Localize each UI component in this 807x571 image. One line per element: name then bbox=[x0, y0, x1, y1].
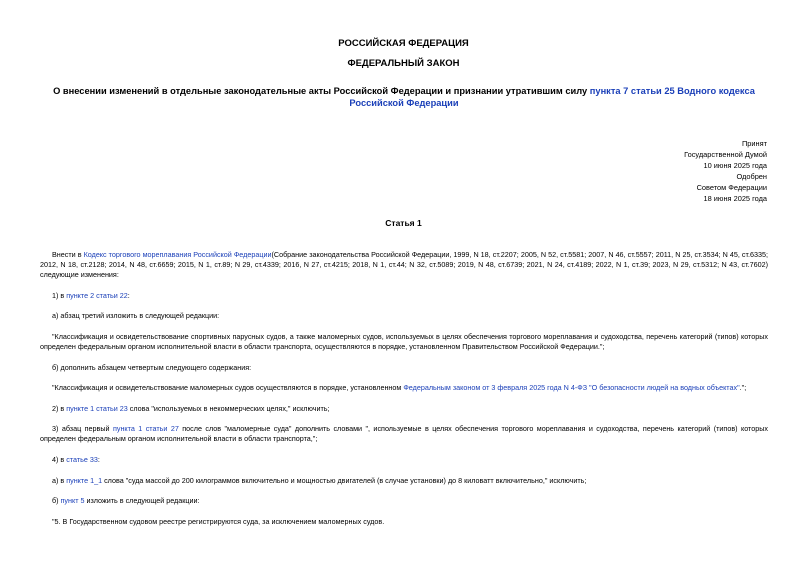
item-1b: б) дополнить абзацем четвертым следующего содержания: bbox=[52, 363, 252, 372]
intro-post: (Собрание законодательства Российской Федерации, 1999, N 18, ст.2207; 2005, N 52, ст.5581; 2007, N 46, ст.5557; 2011, N 25, ст.3534; N 45, ст.6335; 2012, N 18, ст.2128; 2014, N 48, ст.6659; 2015, N 1, ст.89; N 29, ст.4339; 2016, N 27, ст.4215; 2018, N 1, ст.44; N 32, ст.5089; 2019, N 48, ст.6739; 2021, N 24, ст.4189; 2022, N 1, ст.39; 2023, N 29, ст.5312; N 43, ст.7602) следующие изменения: bbox=[40, 250, 768, 279]
item-3 bbox=[40, 424, 768, 444]
law-type-heading: ФЕДЕРАЛЬНЫЙ ЗАКОН bbox=[347, 58, 460, 69]
item-1b-post: ."; bbox=[739, 383, 747, 392]
item-3-link[interactable]: пункта 1 статьи 27 bbox=[112, 424, 179, 433]
item-1b-link[interactable]: Федеральным законом от 3 февраля 2025 года N 4-ФЗ "О безопасности людей на водных объектах" bbox=[403, 383, 740, 392]
item-4b-link[interactable]: пункт 5 bbox=[60, 496, 85, 505]
item-4b-pre: б) bbox=[52, 496, 61, 505]
duma-date: 10 июня 2025 года bbox=[703, 161, 767, 170]
item-4a-pre: а) в bbox=[52, 476, 67, 485]
item-4b-post: изложить в следующей редакции: bbox=[84, 496, 200, 505]
item-2 bbox=[40, 404, 768, 414]
law-title-text: О внесении изменений в отдельные законодательные акты Российской Федерации и признании утратившим силу bbox=[53, 86, 590, 96]
item-1b-quote bbox=[40, 383, 768, 393]
item-2-post: слова "используемых в некоммерческих целях," исключить; bbox=[127, 404, 330, 413]
adoption-block bbox=[684, 138, 767, 204]
duma-label: Государственной Думой bbox=[684, 150, 767, 159]
item-4a-link[interactable]: пункте 1_1 bbox=[66, 476, 103, 485]
law-title bbox=[36, 85, 772, 109]
item-1-pre: 1) в bbox=[52, 291, 67, 300]
item-4-pre: 4) в bbox=[52, 455, 67, 464]
item-1a-quote: "Классификация и освидетельствование спортивных парусных судов, а также маломерных судов, используемых в целях обеспечения торгового мореплавания и судоходства, перечень категорий (типов) которых определен федеральным органом исполнительной власти в области транспорта, осуществляются в порядке, установленном Правительством Российской Федерации."; bbox=[40, 332, 768, 351]
item-2-pre: 2) в bbox=[52, 404, 67, 413]
intro-pre: Внести в bbox=[52, 250, 84, 259]
item-4b bbox=[40, 496, 768, 506]
item-3-post: после слов "маломерные суда" дополнить словами ", используемые в целях обеспечения торгового мореплавания и судоходства, перечень категорий (типов) которых определен федеральным органом исполнительной власти в области транспорта,"; bbox=[40, 424, 768, 443]
item-1-post: : bbox=[127, 291, 130, 300]
article-intro bbox=[40, 250, 768, 280]
item-4-link[interactable]: статье 33 bbox=[66, 455, 98, 464]
item-2-link[interactable]: пункте 1 статьи 23 bbox=[66, 404, 128, 413]
item-3-pre: 3) абзац первый bbox=[52, 424, 113, 433]
item-4a bbox=[40, 476, 768, 486]
item-1a: а) абзац третий изложить в следующей редакции: bbox=[52, 311, 220, 320]
council-label: Советом Федерации bbox=[696, 183, 767, 192]
article-heading: Статья 1 bbox=[385, 218, 422, 228]
country-heading: РОССИЙСКАЯ ФЕДЕРАЦИЯ bbox=[338, 38, 469, 49]
approved-label: Одобрен bbox=[736, 172, 767, 181]
item-1 bbox=[40, 291, 768, 301]
item-4a-post: слова "суда массой до 200 килограммов включительно и мощностью двигателей (в случае установки) до 8 киловатт включительно," исключить; bbox=[102, 476, 587, 485]
item-4-post: : bbox=[97, 455, 100, 464]
item-5-quote: "5. В Государственном судовом реестре регистрируются суда, за исключением маломерных судов. bbox=[52, 517, 385, 526]
item-1b-pre: "Классификация и освидетельствование маломерных судов осуществляются в порядке, установленном bbox=[52, 383, 404, 392]
item-4 bbox=[40, 455, 768, 465]
item-1-link[interactable]: пункте 2 статьи 22 bbox=[66, 291, 128, 300]
law-title-link[interactable]: пункта 7 статьи 25 Водного кодекса Российской Федерации bbox=[349, 86, 755, 108]
intro-link[interactable]: Кодекс торгового мореплавания Российской Федерации bbox=[83, 250, 272, 259]
accepted-label: Принят bbox=[741, 139, 767, 148]
council-date: 18 июня 2025 года bbox=[703, 194, 767, 203]
